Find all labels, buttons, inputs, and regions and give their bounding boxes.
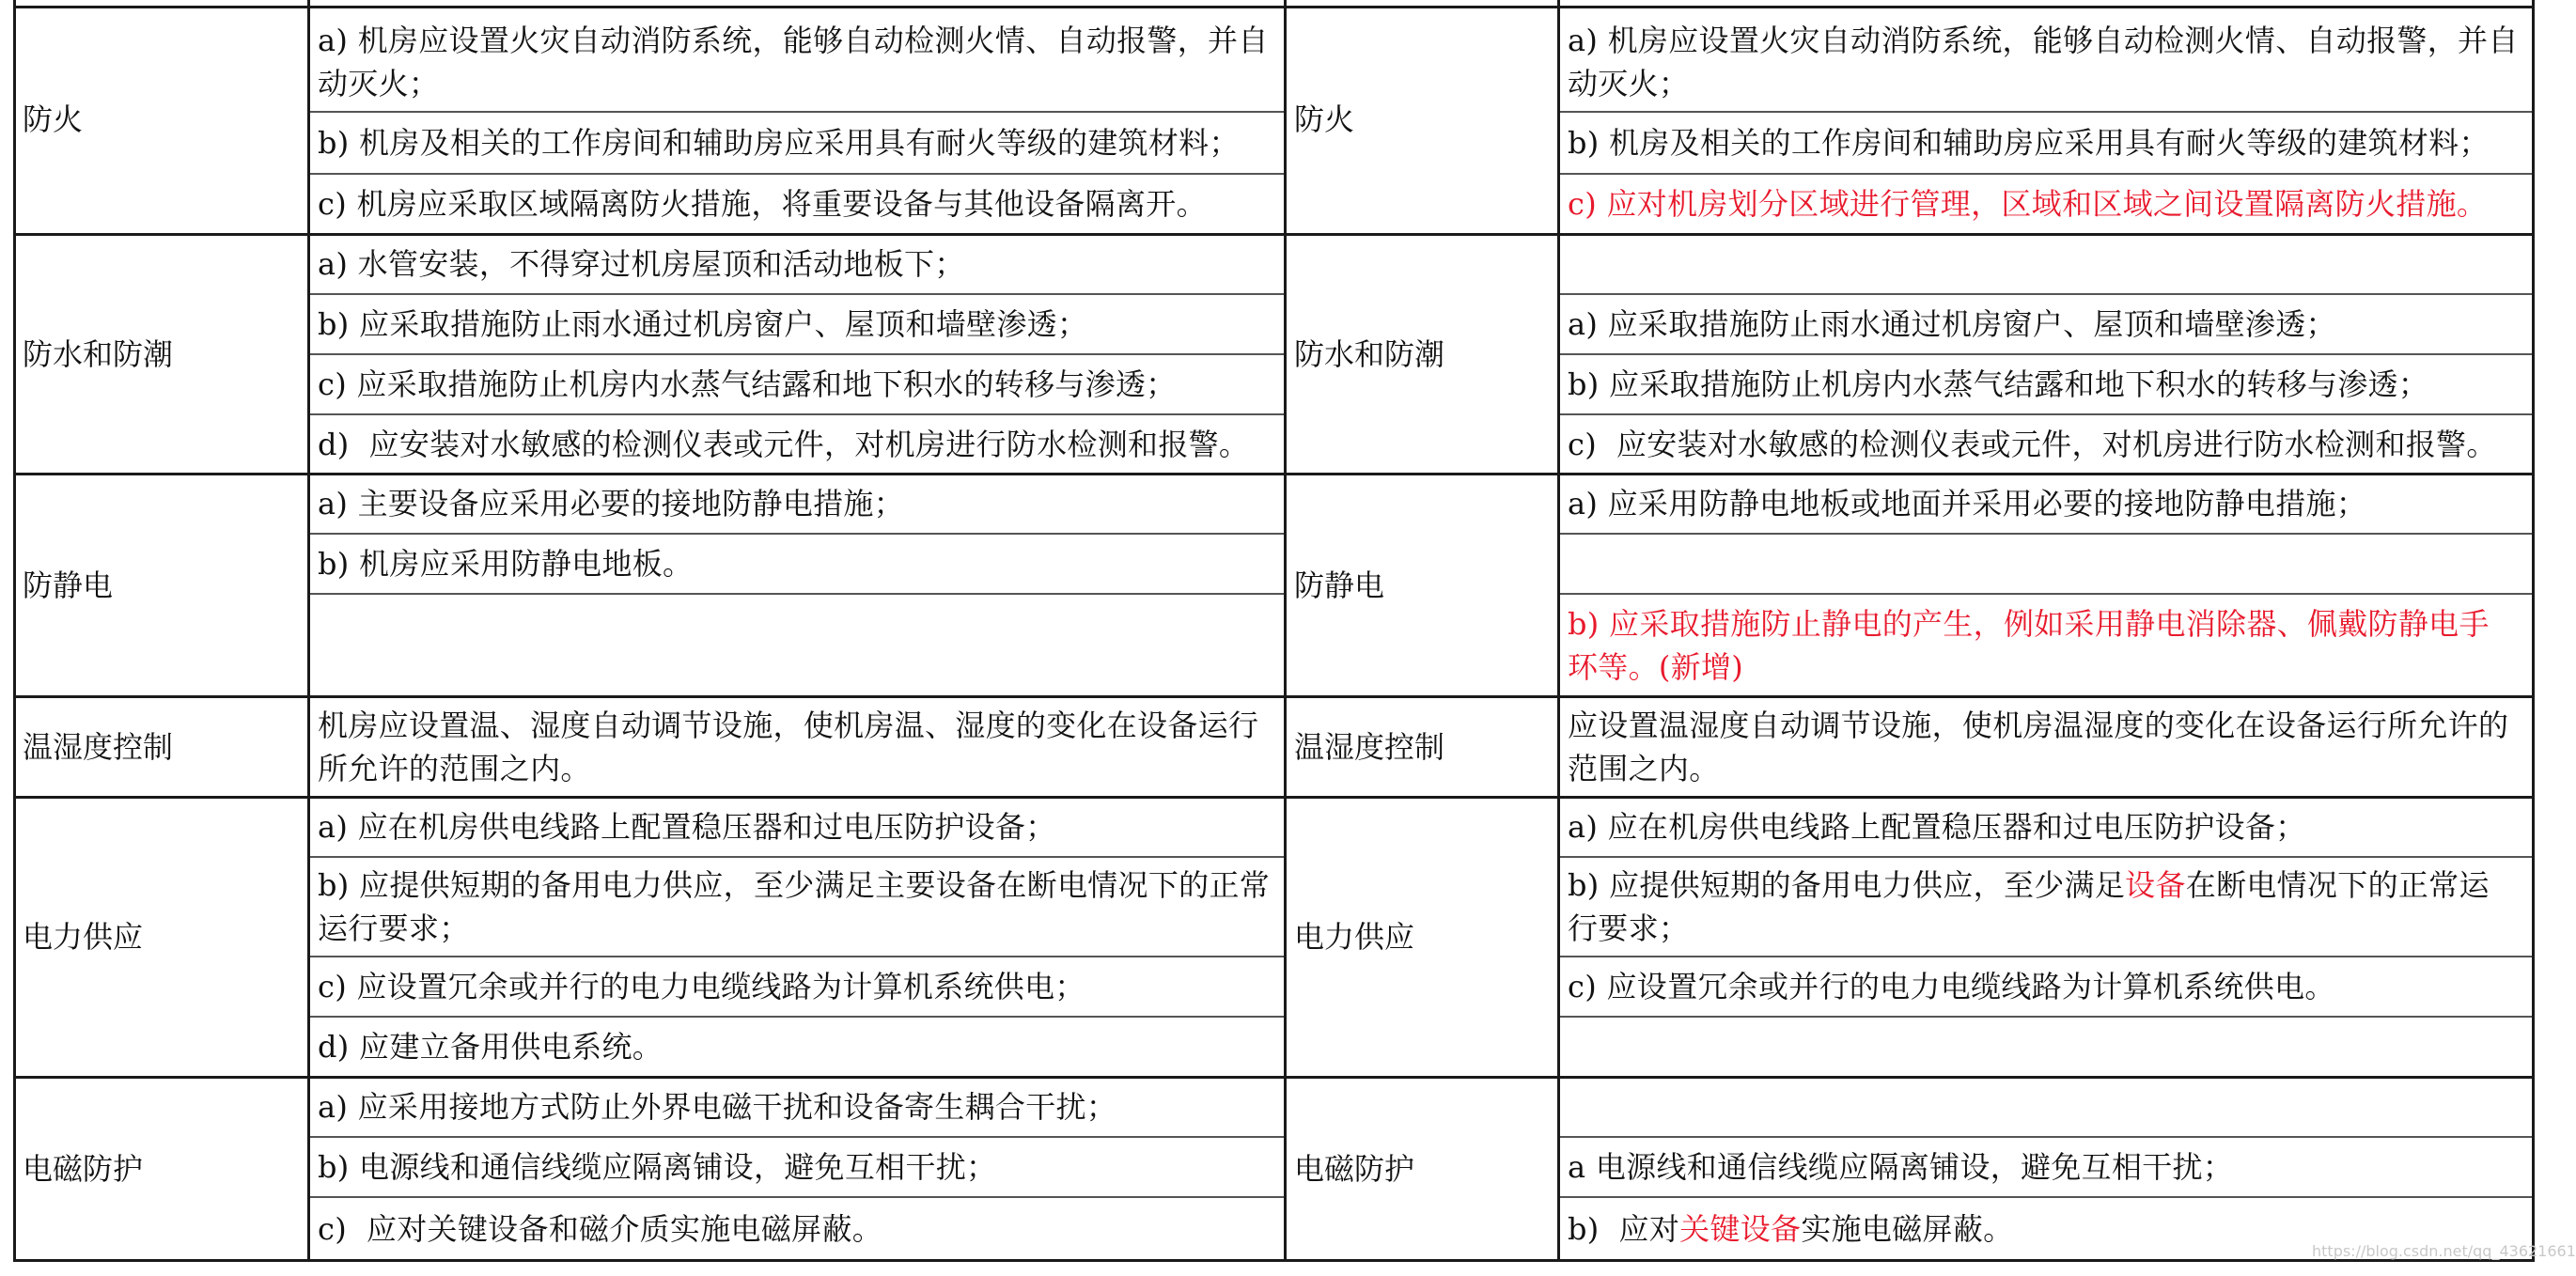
category-left: 电力供应 (23, 919, 144, 955)
category-right: 防水和防潮 (1294, 335, 1445, 372)
requirement-cell-left: c) 应设置冗余或并行的电力电缆线路为计算机系统供电； (318, 969, 1085, 1004)
requirement-cell-left: b) 机房及相关的工作房间和辅助房应采用具有耐火等级的建筑材料； (318, 125, 1240, 161)
category-right: 防火 (1294, 101, 1355, 137)
requirement-cell-right (1560, 1078, 2532, 1136)
requirement-cell-left: c) 机房应采取区域隔离防火措施，将重要设备与其他设备隔离开。 (318, 186, 1207, 222)
requirement-cell-left: c) 应对关键设备和磁介质实施电磁屏蔽。 (318, 1210, 883, 1247)
requirement-cell-right (1560, 1018, 2532, 1076)
requirement-cell-left: 机房应设置温、湿度自动调节设施，使机房温、湿度的变化在设备运行所允许的范围之内。 (318, 707, 1259, 786)
requirement-cell-right: a) 应采取措施防止雨水通过机房窗户、屋顶和墙壁渗透； (1568, 306, 2336, 342)
requirement-cell-right-new: b) 应采取措施防止静电的产生，例如采用静电消除器、佩戴防静电手环等。(新增) (1568, 605, 2490, 685)
requirement-cell-right: a) 机房应设置火灾自动消防系统，能够自动检测火情、自动报警，并自动灭火； (1568, 23, 2519, 101)
requirement-cell-left (310, 595, 1284, 695)
requirement-cell-right: c) 应安装对水敏感的检测仪表或元件，对机房进行防水检测和报警。 (1568, 426, 2497, 462)
requirement-cell-left: b) 应采取措施防止雨水通过机房窗户、屋顶和墙壁渗透； (318, 306, 1088, 342)
category-right: 温湿度控制 (1294, 728, 1445, 765)
changed-text-run: 设备 (2125, 867, 2186, 903)
category-right: 防静电 (1294, 567, 1385, 603)
table-top-border (13, 6, 2535, 8)
requirement-cell-right: a) 应在机房供电线路上配置稳压器和过电压防护设备； (1568, 809, 2306, 845)
requirement-cell-right: b) 机房及相关的工作房间和辅助房应采用具有耐火等级的建筑材料； (1568, 125, 2490, 161)
requirement-cell-left: a) 水管安装，不得穿过机房屋顶和活动地板下； (318, 246, 965, 282)
requirement-cell-right: a) 应采用防静电地板或地面并采用必要的接地防静电措施； (1568, 486, 2367, 521)
requirement-cell-left: c) 应采取措施防止机房内水蒸气结露和地下积水的转移与渗透； (318, 366, 1177, 402)
text-run: 在断电情况下的正常运行要求； (1568, 867, 2490, 946)
category-right: 电磁防护 (1294, 1150, 1415, 1187)
requirement-cell-right: c) 应设置冗余或并行的电力电缆线路为计算机系统供电。 (1568, 969, 2335, 1004)
requirement-cell-left: b) 应提供短期的备用电力供应，至少满足主要设备在断电情况下的正常运行要求； (318, 867, 1271, 946)
requirement-cell-left: a) 机房应设置火灾自动消防系统，能够自动检测火情、自动报警，并自动灭火； (318, 23, 1269, 101)
category-left: 防火 (23, 101, 84, 137)
category-left: 防水和防潮 (23, 335, 174, 372)
requirement-cell-right (1560, 858, 2532, 956)
requirement-cell-left: a) 应采用接地方式防止外界电磁干扰和设备寄生耦合干扰； (318, 1089, 1117, 1125)
category-right: 电力供应 (1294, 919, 1415, 955)
text-run: 实施电磁屏蔽。 (1801, 1210, 2014, 1247)
requirement-cell-left: a) 主要设备应采用必要的接地防静电措施； (318, 486, 905, 521)
category-left: 温湿度控制 (23, 728, 174, 765)
requirement-cell-right-changed: c) 应对机房划分区域进行管理，区域和区域之间设置隔离防火措施。 (1568, 186, 2488, 222)
watermark: https://blog.csdn.net/qq_43621661 (2312, 1242, 2576, 1260)
requirement-cell-right (1560, 535, 2532, 593)
requirement-cell-left: b) 机房应采用防静电地板。 (318, 546, 694, 582)
text-run: b) 应提供短期的备用电力供应，至少满足 (1568, 867, 2126, 903)
category-left: 电磁防护 (23, 1150, 144, 1187)
requirement-cell-right (1560, 235, 2532, 293)
requirement-cell-left: b) 电源线和通信线缆应隔离铺设，避免互相干扰； (318, 1149, 997, 1185)
text-run: b) 应对 (1568, 1210, 1680, 1247)
requirement-cell-right: 应设置温湿度自动调节设施，使机房温湿度的变化在设备运行所允许的范围之内。 (1568, 707, 2509, 786)
requirement-cell-right: a 电源线和通信线缆应隔离铺设，避免互相干扰； (1568, 1149, 2234, 1185)
requirement-cell-left: d) 应建立备用供电系统。 (318, 1029, 664, 1065)
requirement-cell-left: d) 应安装对水敏感的检测仪表或元件，对机房进行防水检测和报警。 (318, 426, 1250, 462)
table-bottom-border (13, 1259, 2535, 1262)
category-left: 防静电 (23, 567, 114, 603)
requirement-cell-left: a) 应在机房供电线路上配置稳压器和过电压防护设备； (318, 809, 1056, 845)
requirement-cell-right: b) 应采取措施防止机房内水蒸气结露和地下积水的转移与渗透； (1568, 366, 2429, 402)
changed-text-run: 关键设备 (1679, 1210, 1802, 1247)
table-right-border (2532, 0, 2535, 1262)
